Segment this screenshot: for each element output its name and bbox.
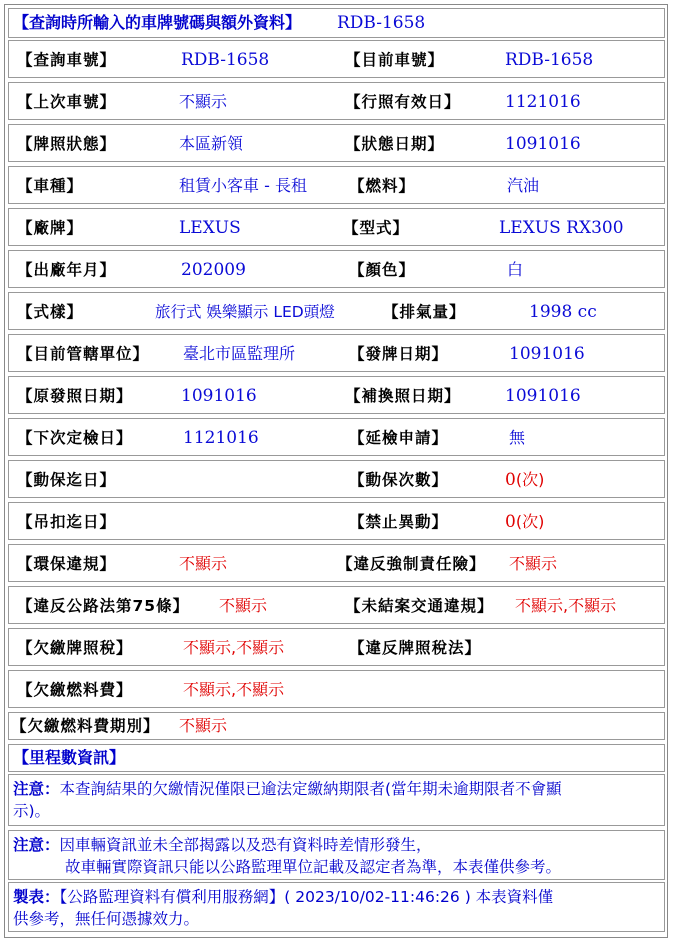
note-issuer <box>8 882 665 932</box>
value-pending-traffic-violation: 不顯示,不顯示 <box>515 596 617 615</box>
note-issuer-line2: 供參考，無任何憑據效力。 <box>13 910 200 928</box>
label-model: 【型式】 <box>343 219 410 237</box>
value-original-license-date: 1091016 <box>181 386 257 406</box>
row-previous-plate <box>8 82 665 120</box>
row-manufacture-date <box>8 250 665 288</box>
value-jurisdiction: 臺北市區監理所 <box>183 344 296 363</box>
value-unpaid-license-tax: 不顯示,不顯示 <box>183 638 285 657</box>
note-disclaimer-text1: 因車輛資訊並未全部揭露以及恐有資料時差情形發生， <box>59 836 432 854</box>
label-transfer-prohibited: 【禁止異動】 <box>349 513 449 531</box>
row-violations-env <box>8 544 665 582</box>
header-title-label: 【查詢時所輸入的車牌號碼與額外資料】 <box>13 13 302 32</box>
row-plate-status <box>8 124 665 162</box>
note-disclaimer-line2: 故車輛實際資訊只能以公路監理單位記載及認定者為準，本表僅供參考。 <box>65 858 562 876</box>
label-reissue-date: 【補換照日期】 <box>345 387 461 405</box>
label-original-license-date: 【原發照日期】 <box>17 387 133 405</box>
label-query-plate: 【查詢車號】 <box>17 51 117 69</box>
mortgage-count-number: 0 <box>505 470 516 490</box>
value-color: 白 <box>507 260 524 279</box>
value-reissue-date: 1091016 <box>505 386 581 406</box>
label-previous-plate: 【上次車號】 <box>17 93 117 111</box>
label-color: 【顏色】 <box>349 261 416 279</box>
label-unpaid-fuel-fee: 【欠繳燃料費】 <box>17 681 133 699</box>
value-unpaid-fuel-fee: 不顯示,不顯示 <box>183 680 285 699</box>
row-fuel-fee-period <box>8 712 665 740</box>
label-license-expiry: 【行照有效日】 <box>345 93 461 111</box>
row-brand <box>8 208 665 246</box>
label-current-plate: 【目前車號】 <box>345 51 445 69</box>
value-unpaid-fuel-fee-period: 不顯示 <box>179 716 228 735</box>
transfer-prohibited-number: 0 <box>505 512 516 532</box>
label-suspension-end-date: 【吊扣迄日】 <box>17 513 117 531</box>
row-fuel-fee <box>8 670 665 708</box>
label-mortgage-end-date: 【動保迄日】 <box>17 471 117 489</box>
note-issuer-line1 <box>13 886 553 908</box>
report-header <box>8 8 665 38</box>
note-arrears-line1 <box>13 778 562 800</box>
note-disclaimer <box>8 830 665 880</box>
row-vehicle-type <box>8 166 665 204</box>
value-transfer-prohibited <box>505 512 544 532</box>
row-mileage <box>8 744 665 772</box>
note-arrears-text1: 本查詢結果的欠繳情況僅限已逾法定繳納期限者(當年期未逾期限者不會顯 <box>59 780 562 798</box>
note-arrears-line2: 示)。 <box>13 802 51 820</box>
value-next-inspection: 1121016 <box>183 428 259 448</box>
value-highway-act-violation: 不顯示 <box>219 596 268 615</box>
row-suspension <box>8 502 665 540</box>
row-body-style <box>8 292 665 330</box>
label-next-inspection: 【下次定檢日】 <box>17 429 133 447</box>
note-disclaimer-prefix: 注意： <box>13 836 60 854</box>
note-arrears <box>8 774 665 826</box>
row-chattel-mortgage <box>8 460 665 498</box>
row-violations-traffic <box>8 586 665 624</box>
label-license-tax-violation: 【違反牌照稅法】 <box>349 639 482 657</box>
transfer-prohibited-unit: (次) <box>515 512 545 531</box>
note-arrears-prefix: 注意： <box>13 780 60 798</box>
mileage-header: 【里程數資訊】 <box>13 748 126 767</box>
label-jurisdiction: 【目前管轄單位】 <box>17 345 150 363</box>
value-plate-issue-date: 1091016 <box>509 344 585 364</box>
value-status-date: 1091016 <box>505 134 581 154</box>
value-vehicle-type: 租賃小客車 - 長租 <box>179 176 307 195</box>
label-env-violation: 【環保違規】 <box>17 555 117 573</box>
header-title-plate: RDB-1658 <box>337 13 426 33</box>
value-license-expiry: 1121016 <box>505 92 581 112</box>
value-insurance-violation: 不顯示 <box>509 554 558 573</box>
note-issuer-prefix: 製表： <box>13 888 60 906</box>
label-fuel: 【燃料】 <box>349 177 416 195</box>
label-insurance-violation: 【違反強制責任險】 <box>337 555 486 573</box>
label-status-date: 【狀態日期】 <box>345 135 445 153</box>
label-displacement: 【排氣量】 <box>383 303 466 321</box>
value-query-plate: RDB-1658 <box>181 50 270 70</box>
label-body-style: 【式樣】 <box>17 303 84 321</box>
label-inspection-extension: 【延檢申請】 <box>349 429 449 447</box>
label-highway-act-violation: 【違反公路法第75條】 <box>17 597 190 615</box>
value-brand: LEXUS <box>179 218 241 238</box>
value-model: LEXUS RX300 <box>499 218 624 238</box>
label-unpaid-license-tax: 【欠繳牌照稅】 <box>17 639 133 657</box>
value-current-plate: RDB-1658 <box>505 50 594 70</box>
row-jurisdiction <box>8 334 665 372</box>
label-mortgage-count: 【動保次數】 <box>349 471 449 489</box>
mortgage-count-unit: (次) <box>515 470 545 489</box>
note-issuer-text1: 【公路監理資料有償利用服務網】( 2023/10/02-11:46:26 ) 本表資料僅 <box>59 888 554 906</box>
label-brand: 【廠牌】 <box>17 219 84 237</box>
value-fuel: 汽油 <box>507 176 540 195</box>
note-disclaimer-line1 <box>13 834 432 856</box>
row-license-tax <box>8 628 665 666</box>
value-mortgage-count <box>505 470 544 490</box>
label-plate-issue-date: 【發牌日期】 <box>349 345 449 363</box>
value-env-violation: 不顯示 <box>179 554 228 573</box>
value-manufacture-date: 202009 <box>181 260 246 280</box>
value-body-style: 旅行式 娛樂顯示 LED頭燈 <box>155 303 335 321</box>
label-unpaid-fuel-fee-period: 【欠繳燃料費期別】 <box>11 717 160 735</box>
value-displacement: 1998 cc <box>529 302 597 322</box>
label-vehicle-type: 【車種】 <box>17 177 84 195</box>
label-manufacture-date: 【出廠年月】 <box>17 261 117 279</box>
value-plate-status: 本區新領 <box>179 134 244 153</box>
label-plate-status: 【牌照狀態】 <box>17 135 117 153</box>
row-license-dates <box>8 376 665 414</box>
row-inspection <box>8 418 665 456</box>
value-inspection-extension: 無 <box>509 428 526 447</box>
label-pending-traffic-violation: 【未結案交通違規】 <box>345 597 494 615</box>
value-previous-plate: 不顯示 <box>179 92 228 111</box>
row-plate-numbers <box>8 40 665 78</box>
